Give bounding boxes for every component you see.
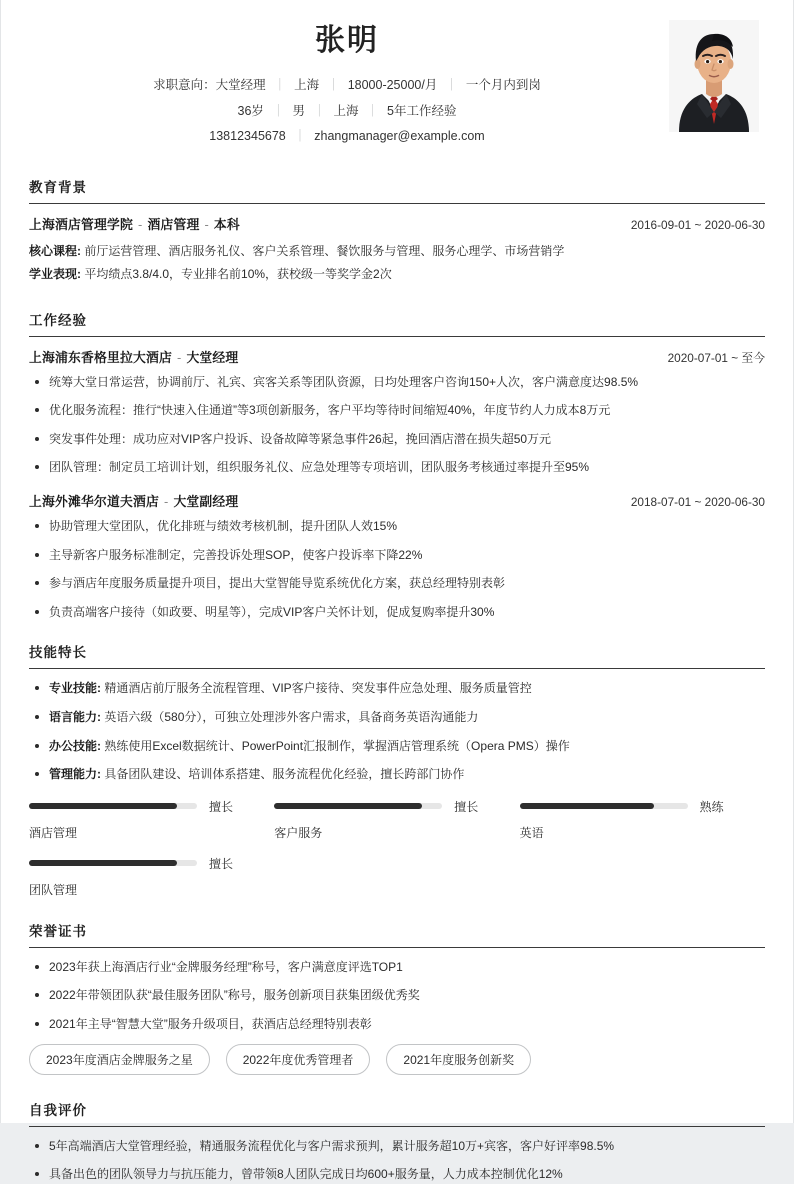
status-badge: 2021年度服务创新奖 — [386, 1044, 531, 1075]
list-item: 2022年带领团队获“最佳服务团队”称号，服务创新项目获集团级优秀奖 — [29, 986, 765, 1005]
skill-label-3: 管理能力: — [49, 767, 101, 782]
skills-bullets — [29, 679, 765, 783]
education-detail-label-1: 学业表现: — [29, 267, 81, 282]
experience-date: 2020-07-01 ~ 至今 — [667, 350, 765, 365]
experience-role: 大堂副经理 — [173, 494, 239, 510]
summary-bullets — [29, 1137, 765, 1184]
education-detail-text-1: 平均绩点3.8/4.0，专业排名前10%，获校级一等奖学金2次 — [84, 267, 392, 282]
list-item: 团队管理：制定员工培训计划，组织服务礼仪、应急处理等专项培训，团队服务考核通过率提升至95% — [29, 458, 765, 477]
meta-separator: ｜ — [312, 103, 326, 118]
header-text-block — [35, 18, 669, 150]
list-item: 主导新客户服务标准制定，完善投诉处理SOP，使客户投诉率下降22% — [29, 546, 765, 565]
meta-item: 上海 — [333, 103, 359, 118]
skill-label-0: 专业技能: — [49, 681, 101, 696]
skill-bar-level: 擅长 — [209, 799, 234, 814]
list-item: 参与酒店年度服务质量提升项目，提出大堂智能导览系统优化方案，获总经理特别表彰 — [29, 574, 765, 593]
meta-line-2 — [35, 99, 659, 125]
list-item: 突发事件处理：成功应对VIP客户投诉、设备故障等紧急事件26起，挽回酒店潜在损失超50万元 — [29, 430, 765, 449]
section-summary — [1, 1099, 793, 1184]
list-item — [29, 765, 765, 784]
education-detail-0 — [29, 240, 765, 263]
skill-bar-fill — [29, 860, 177, 866]
skill-text-0: 精通酒店前厅服务全流程管理、VIP客户接待、突发事件应急处理、服务质量管控 — [104, 681, 532, 696]
avatar-portrait-icon — [669, 20, 759, 132]
title-dash: - — [176, 349, 182, 365]
meta-separator: ｜ — [445, 78, 458, 92]
skill-bar-level: 擅长 — [454, 799, 479, 814]
section-title-education: 教育背景 — [29, 176, 765, 204]
skill-bar-track — [274, 803, 442, 809]
meta-separator: ｜ — [273, 78, 287, 92]
experience-entry-title — [29, 491, 238, 510]
list-item: 具备出色的团队领导力与抗压能力，曾带领8人团队完成日均600+服务量，人力成本控制优化12% — [29, 1165, 765, 1184]
education-detail-label-0: 核心课程: — [29, 243, 81, 258]
list-item: 5年高端酒店大堂管理经验，精通服务流程优化与客户需求预判，累计服务超10万+宾客，客户好评率98.5% — [29, 1137, 765, 1156]
list-item: 负责高端客户接待（如政要、明星等），完成VIP客户关怀计划，促成复购率提升30% — [29, 603, 765, 622]
meta-separator: ｜ — [293, 129, 307, 144]
education-entry — [29, 214, 765, 287]
skill-bar-name: 酒店管理 — [29, 825, 78, 840]
skill-bar-item — [29, 798, 274, 841]
skill-text-3: 具备团队建设、培训体系搭建、服务流程优化经验，擅长跨部门协作 — [104, 767, 465, 782]
page-title: 张明 — [315, 24, 379, 57]
meta-item: 一个月内到岗 — [465, 78, 541, 92]
meta-item: 13812345678 — [209, 129, 286, 144]
skill-text-2: 熟练使用Excel数据统计、PowerPoint汇报制作，掌握酒店管理系统（Opera PMS）操作 — [104, 738, 570, 753]
list-item: 2021年主导“智慧大堂”服务升级项目，获酒店总经理特别表彰 — [29, 1015, 765, 1034]
avatar — [669, 20, 759, 132]
list-item: 统筹大堂日常运营，协调前厅、礼宾、宾客关系等团队资源，日均处理客户咨询150+人次，客户满意度达98.5% — [29, 373, 765, 392]
status-badge: 2022年度优秀管理者 — [226, 1044, 371, 1075]
meta-item: 男 — [292, 103, 305, 118]
honor-tag-row — [29, 1044, 765, 1083]
skill-label-1: 语言能力: — [49, 710, 101, 724]
meta-separator: ｜ — [271, 103, 285, 118]
experience-bullets — [29, 517, 765, 621]
skill-bar-track — [29, 860, 197, 866]
education-degree: 本科 — [213, 216, 240, 232]
skill-bar-track — [29, 803, 197, 809]
meta-item: 5年工作经验 — [387, 103, 457, 118]
education-detail-text-0: 前厅运营管理、酒店服务礼仪、客户关系管理、餐饮服务与管理、服务心理学、市场营销学 — [84, 243, 565, 258]
section-honors — [1, 920, 793, 1083]
experience-company: 上海浦东香格里拉大酒店 — [29, 349, 172, 365]
experience-entry — [29, 347, 765, 477]
meta-line-3 — [35, 124, 659, 150]
skill-bar-name: 客户服务 — [274, 825, 323, 840]
education-detail-1 — [29, 263, 765, 286]
list-item: 协助管理大堂团队，优化排班与绩效考核机制，提升团队人效15% — [29, 517, 765, 536]
list-item: 优化服务流程：推行“快速入住通道”等3项创新服务，客户平均等待时间缩短40%，年度节约人力成本8万元 — [29, 401, 765, 420]
experience-role: 大堂经理 — [186, 349, 239, 365]
meta-item: 36岁 — [237, 103, 264, 118]
skill-bar-fill — [274, 803, 422, 809]
skill-bar-name: 团队管理 — [29, 882, 78, 897]
meta-separator: ｜ — [327, 78, 340, 92]
skill-bar-item — [29, 855, 274, 898]
skill-bar-item — [520, 798, 765, 841]
skill-bar-fill — [29, 803, 177, 809]
section-title-summary: 自我评价 — [29, 1099, 765, 1127]
list-item — [29, 708, 765, 727]
meta-item: zhangmanager@example.com — [314, 129, 485, 144]
experience-entry-title — [29, 347, 238, 366]
section-education — [1, 176, 793, 287]
skill-label-2: 办公技能: — [49, 738, 101, 753]
resume-header — [1, 0, 793, 160]
meta-line-1 — [35, 73, 659, 99]
skill-bar-level: 熟练 — [699, 799, 724, 814]
meta-item: 上海 — [294, 78, 320, 92]
list-item: 2023年获上海酒店行业“金牌服务经理”称号，客户满意度评选TOP1 — [29, 958, 765, 977]
status-badge: 2023年度酒店金牌服务之星 — [29, 1044, 210, 1075]
education-major: 酒店管理 — [147, 216, 200, 232]
experience-company: 上海外滩华尔道夫酒店 — [29, 494, 159, 510]
education-school: 上海酒店管理学院 — [29, 216, 133, 232]
experience-entry — [29, 491, 765, 621]
experience-bullets — [29, 373, 765, 477]
meta-item: 求职意向：大堂经理 — [153, 78, 266, 92]
skill-bar-item — [274, 798, 519, 841]
education-date: 2016-09-01 ~ 2020-06-30 — [630, 217, 765, 232]
honors-bullets — [29, 958, 765, 1034]
section-title-honors: 荣誉证书 — [29, 920, 765, 948]
skill-text-1: 英语六级（580分），可独立处理涉外客户需求，具备商务英语沟通能力 — [104, 710, 479, 724]
list-item — [29, 679, 765, 698]
section-title-experience: 工作经验 — [29, 309, 765, 337]
skill-bar-track — [520, 803, 688, 809]
section-title-skills: 技能特长 — [29, 641, 765, 669]
meta-item: 18000-25000/月 — [347, 78, 438, 92]
skill-bar-fill — [520, 803, 654, 809]
skill-bar-name: 英语 — [519, 825, 544, 840]
experience-date: 2018-07-01 ~ 2020-06-30 — [630, 495, 765, 510]
skill-bar-level: 擅长 — [209, 856, 234, 871]
skill-bar-grid — [29, 798, 765, 912]
title-dash: - — [163, 494, 169, 510]
education-entry-title — [29, 214, 240, 233]
title-dash: - — [137, 216, 143, 232]
section-experience — [1, 309, 793, 622]
meta-separator: ｜ — [366, 103, 380, 118]
title-dash: - — [204, 216, 209, 232]
list-item — [29, 737, 765, 756]
section-skills — [1, 641, 793, 911]
